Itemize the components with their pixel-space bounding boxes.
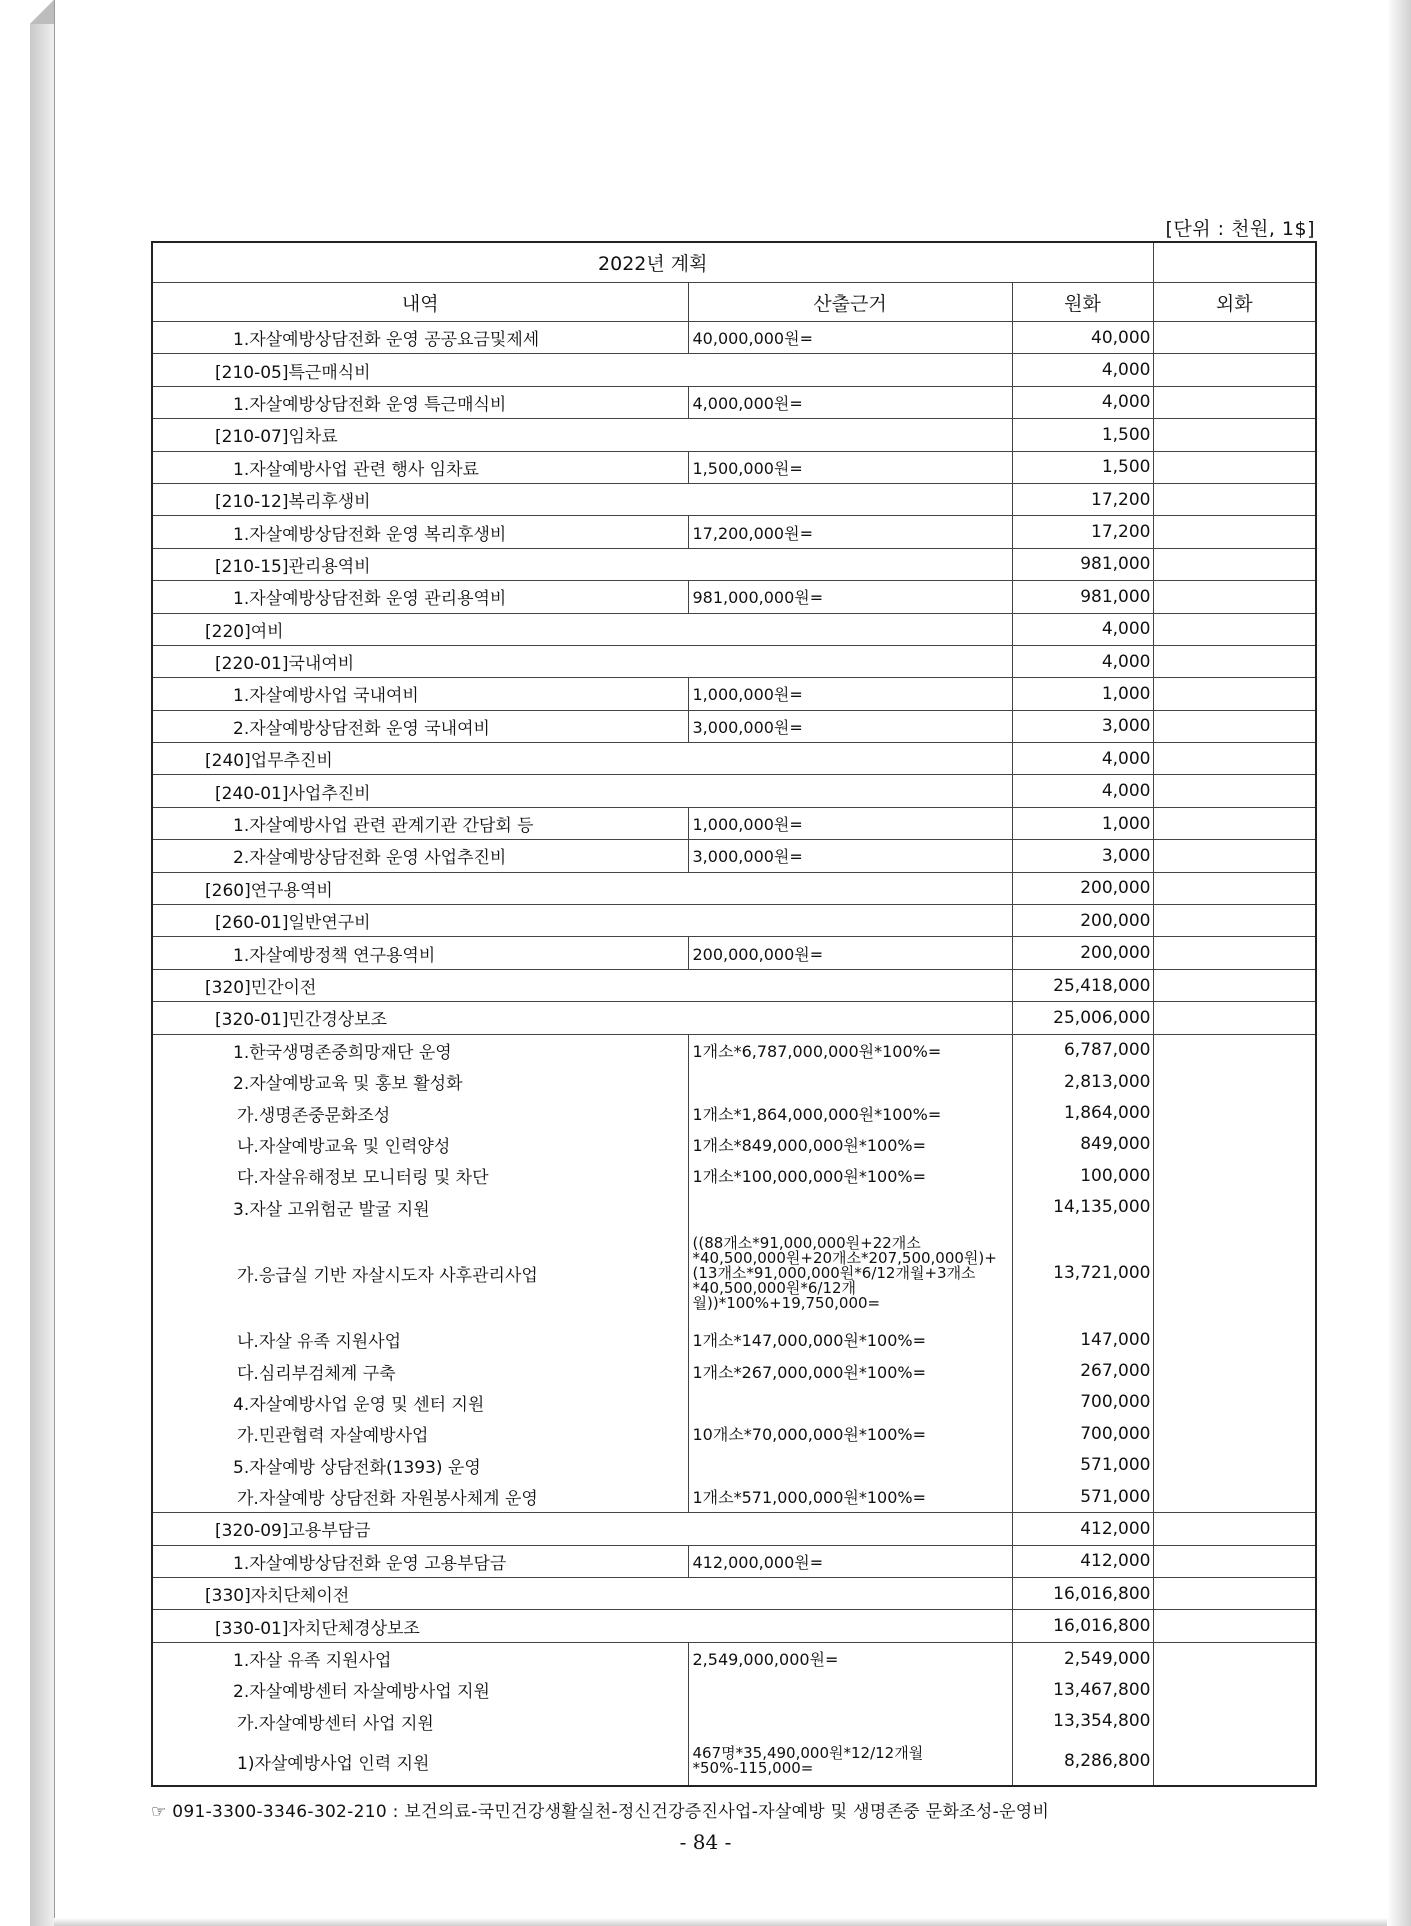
table-row	[152, 1034, 1316, 1066]
row-description: 1.자살 유족 지원사업	[152, 1642, 688, 1674]
row-foreign-amount	[1153, 1513, 1316, 1545]
table-row	[152, 1002, 1316, 1034]
row-won-amount: 4,000	[1012, 743, 1153, 775]
row-description: [260]연구용역비	[152, 872, 688, 904]
row-foreign-amount	[1153, 872, 1316, 904]
row-won-amount: 2,549,000	[1012, 1642, 1153, 1674]
table-row	[152, 613, 1316, 645]
row-won-amount: 4,000	[1012, 775, 1153, 807]
table-row	[152, 386, 1316, 418]
row-foreign-amount	[1153, 937, 1316, 969]
table-row	[152, 1481, 1316, 1513]
row-won-amount: 1,500	[1012, 419, 1153, 451]
row-foreign-amount	[1153, 613, 1316, 645]
row-calculation-basis: 1개소*6,787,000,000원*100%=	[688, 1034, 1012, 1066]
row-won-amount: 200,000	[1012, 937, 1153, 969]
row-description: 2.자살예방센터 자살예방사업 지원	[152, 1674, 688, 1705]
table-row	[152, 1324, 1316, 1355]
column-header-basis: 산출근거	[688, 283, 1012, 322]
row-won-amount: 8,286,800	[1012, 1737, 1153, 1786]
row-calculation-basis: 412,000,000원=	[688, 1545, 1012, 1577]
row-foreign-amount	[1153, 775, 1316, 807]
row-description: 4.자살예방사업 운영 및 센터 지원	[152, 1387, 688, 1418]
row-description: [330-01]자치단체경상보조	[152, 1610, 688, 1642]
row-won-amount: 147,000	[1012, 1324, 1153, 1355]
row-calculation-basis: 3,000,000원=	[688, 840, 1012, 872]
table-row	[152, 1450, 1316, 1481]
row-foreign-amount	[1153, 516, 1316, 548]
table-row	[152, 354, 1316, 386]
row-description: 나.자살 유족 지원사업	[152, 1324, 688, 1355]
row-foreign-amount	[1153, 1578, 1316, 1610]
table-row	[152, 322, 1316, 354]
row-calculation-basis: 10개소*70,000,000원*100%=	[688, 1418, 1012, 1449]
row-won-amount: 1,000	[1012, 678, 1153, 710]
row-won-amount: 412,000	[1012, 1545, 1153, 1577]
row-description: 1.한국생명존중희망재단 운영	[152, 1034, 688, 1066]
row-foreign-amount	[1153, 581, 1316, 613]
row-calculation-basis	[688, 1192, 1012, 1223]
row-calculation-basis: 1,500,000원=	[688, 451, 1012, 483]
row-calculation-basis	[688, 1610, 1012, 1642]
row-foreign-amount	[1153, 840, 1316, 872]
row-foreign-amount	[1153, 969, 1316, 1001]
row-description: 1.자살예방사업 관련 관계기관 간담회 등	[152, 807, 688, 839]
row-description: 2.자살예방상담전화 운영 사업추진비	[152, 840, 688, 872]
row-foreign-amount	[1153, 1545, 1316, 1577]
table-row	[152, 516, 1316, 548]
row-foreign-amount	[1153, 1387, 1316, 1418]
row-won-amount: 4,000	[1012, 645, 1153, 677]
row-description: [320-09]고용부담금	[152, 1513, 688, 1545]
row-won-amount: 200,000	[1012, 872, 1153, 904]
row-calculation-basis	[688, 969, 1012, 1001]
table-row	[152, 1129, 1316, 1160]
row-calculation-basis: 1,000,000원=	[688, 807, 1012, 839]
row-description: [320]민간이전	[152, 969, 688, 1001]
row-foreign-amount	[1153, 322, 1316, 354]
row-won-amount: 100,000	[1012, 1160, 1153, 1191]
table-row	[152, 807, 1316, 839]
row-calculation-basis: 4,000,000원=	[688, 386, 1012, 418]
row-calculation-basis	[688, 419, 1012, 451]
row-foreign-amount	[1153, 905, 1316, 937]
row-calculation-basis	[688, 1706, 1012, 1737]
table-row	[152, 743, 1316, 775]
row-calculation-basis: 467명*35,490,000원*12/12개월*50%-115,000=	[688, 1737, 1012, 1786]
row-description: 1.자살예방사업 관련 행사 임차료	[152, 451, 688, 483]
table-row	[152, 1737, 1316, 1786]
row-description: [240-01]사업추진비	[152, 775, 688, 807]
row-won-amount: 6,787,000	[1012, 1034, 1153, 1066]
row-won-amount: 981,000	[1012, 581, 1153, 613]
row-calculation-basis	[688, 1387, 1012, 1418]
row-won-amount: 17,200	[1012, 483, 1153, 515]
table-row	[152, 548, 1316, 580]
row-foreign-amount	[1153, 1034, 1316, 1066]
row-calculation-basis	[688, 905, 1012, 937]
row-description: 가.민관협력 자살예방사업	[152, 1418, 688, 1449]
account-code-footnote: ☞ 091-3300-3346-302-210 : 보건의료-국민건강생활실천-정신건강증진사업-자살예방 및 생명존중 문화조성-운영비	[151, 1802, 1050, 1822]
table-row	[152, 419, 1316, 451]
row-won-amount: 4,000	[1012, 613, 1153, 645]
page-edge-left	[30, 0, 55, 1926]
table-row	[152, 1674, 1316, 1705]
row-won-amount: 4,000	[1012, 354, 1153, 386]
row-foreign-amount	[1153, 1642, 1316, 1674]
row-calculation-basis: 3,000,000원=	[688, 710, 1012, 742]
page-edge-right	[1387, 0, 1411, 1926]
row-description: [210-15]관리용역비	[152, 548, 688, 580]
row-calculation-basis	[688, 1513, 1012, 1545]
row-description: 1.자살예방사업 국내여비	[152, 678, 688, 710]
row-foreign-amount	[1153, 1324, 1316, 1355]
row-won-amount: 571,000	[1012, 1450, 1153, 1481]
table-row	[152, 1545, 1316, 1577]
row-calculation-basis: 1개소*267,000,000원*100%=	[688, 1355, 1012, 1386]
row-foreign-amount	[1153, 419, 1316, 451]
table-row	[152, 645, 1316, 677]
row-description: 나.자살예방교육 및 인력양성	[152, 1129, 688, 1160]
row-description: 가.응급실 기반 자살시도자 사후관리사업	[152, 1223, 688, 1324]
row-calculation-basis	[688, 1066, 1012, 1097]
row-description: 가.자살예방 상담전화 자원봉사체계 운영	[152, 1481, 688, 1513]
row-foreign-amount	[1153, 1002, 1316, 1034]
row-won-amount: 4,000	[1012, 386, 1153, 418]
row-foreign-amount	[1153, 1129, 1316, 1160]
row-description: [210-07]임차료	[152, 419, 688, 451]
row-description: 1.자살예방상담전화 운영 복리후생비	[152, 516, 688, 548]
row-calculation-basis: 200,000,000원=	[688, 937, 1012, 969]
row-won-amount: 700,000	[1012, 1418, 1153, 1449]
row-foreign-amount	[1153, 386, 1316, 418]
row-description: 1.자살예방상담전화 운영 공공요금및제세	[152, 322, 688, 354]
row-calculation-basis: 1개소*147,000,000원*100%=	[688, 1324, 1012, 1355]
row-description: [240]업무추진비	[152, 743, 688, 775]
row-description: [220]여비	[152, 613, 688, 645]
row-description: 다.심리부검체계 구축	[152, 1355, 688, 1386]
row-won-amount: 267,000	[1012, 1355, 1153, 1386]
plan-year-header: 2022년 계획	[152, 242, 1153, 283]
table-row	[152, 905, 1316, 937]
row-foreign-amount	[1153, 1706, 1316, 1737]
row-description: 가.생명존중문화조성	[152, 1097, 688, 1128]
row-won-amount: 1,000	[1012, 807, 1153, 839]
table-row	[152, 1513, 1316, 1545]
table-row	[152, 1223, 1316, 1324]
row-calculation-basis	[688, 645, 1012, 677]
table-row	[152, 1160, 1316, 1191]
page-edge-bottom	[54, 1918, 1387, 1926]
row-foreign-amount	[1153, 807, 1316, 839]
row-won-amount: 25,006,000	[1012, 1002, 1153, 1034]
row-foreign-amount	[1153, 1481, 1316, 1513]
table-row	[152, 1578, 1316, 1610]
row-foreign-amount	[1153, 1066, 1316, 1097]
row-calculation-basis	[688, 354, 1012, 386]
row-won-amount: 14,135,000	[1012, 1192, 1153, 1223]
table-row	[152, 1097, 1316, 1128]
row-calculation-basis: 2,549,000,000원=	[688, 1642, 1012, 1674]
row-foreign-amount	[1153, 1610, 1316, 1642]
row-foreign-amount	[1153, 451, 1316, 483]
row-won-amount: 981,000	[1012, 548, 1153, 580]
row-foreign-amount	[1153, 1737, 1316, 1786]
row-won-amount: 13,354,800	[1012, 1706, 1153, 1737]
row-calculation-basis: 40,000,000원=	[688, 322, 1012, 354]
row-won-amount: 849,000	[1012, 1129, 1153, 1160]
table-row	[152, 872, 1316, 904]
row-foreign-amount	[1153, 1192, 1316, 1223]
table-row	[152, 1418, 1316, 1449]
table-row	[152, 581, 1316, 613]
table-row	[152, 1192, 1316, 1223]
row-won-amount: 2,813,000	[1012, 1066, 1153, 1097]
row-description: 2.자살예방상담전화 운영 국내여비	[152, 710, 688, 742]
row-won-amount: 200,000	[1012, 905, 1153, 937]
row-foreign-amount	[1153, 354, 1316, 386]
row-won-amount: 3,000	[1012, 710, 1153, 742]
row-won-amount: 1,500	[1012, 451, 1153, 483]
row-won-amount: 571,000	[1012, 1481, 1153, 1513]
row-foreign-amount	[1153, 483, 1316, 515]
row-foreign-amount	[1153, 1097, 1316, 1128]
row-won-amount: 17,200	[1012, 516, 1153, 548]
budget-table	[151, 241, 1317, 1787]
row-calculation-basis	[688, 483, 1012, 515]
row-calculation-basis	[688, 743, 1012, 775]
table-row	[152, 1066, 1316, 1097]
row-won-amount: 13,467,800	[1012, 1674, 1153, 1705]
row-description: 1.자살예방정책 연구용역비	[152, 937, 688, 969]
row-description: [260-01]일반연구비	[152, 905, 688, 937]
row-won-amount: 13,721,000	[1012, 1223, 1153, 1324]
row-calculation-basis: 1,000,000원=	[688, 678, 1012, 710]
row-foreign-amount	[1153, 1160, 1316, 1191]
row-won-amount: 16,016,800	[1012, 1610, 1153, 1642]
row-won-amount: 700,000	[1012, 1387, 1153, 1418]
row-won-amount: 25,418,000	[1012, 969, 1153, 1001]
row-foreign-amount	[1153, 645, 1316, 677]
row-calculation-basis	[688, 775, 1012, 807]
table-row	[152, 678, 1316, 710]
row-won-amount: 16,016,800	[1012, 1578, 1153, 1610]
row-description: 1.자살예방상담전화 운영 고용부담금	[152, 1545, 688, 1577]
row-calculation-basis: 1개소*100,000,000원*100%=	[688, 1160, 1012, 1191]
row-description: 1.자살예방상담전화 운영 특근매식비	[152, 386, 688, 418]
row-description: 가.자살예방센터 사업 지원	[152, 1706, 688, 1737]
row-description: [330]자치단체이전	[152, 1578, 688, 1610]
row-description: 2.자살예방교육 및 홍보 활성화	[152, 1066, 688, 1097]
table-row	[152, 1387, 1316, 1418]
row-calculation-basis: 1개소*1,864,000,000원*100%=	[688, 1097, 1012, 1128]
row-calculation-basis	[688, 1674, 1012, 1705]
table-row	[152, 483, 1316, 515]
row-calculation-basis	[688, 1450, 1012, 1481]
table-row	[152, 710, 1316, 742]
table-row	[152, 969, 1316, 1001]
row-calculation-basis: ((88개소*91,000,000원+22개소*40,500,000원+20개소*207,500,000원)+(13개소*91,000,000원*6/12개월+3개소*40,500,000원*6/12개월))*100%+19,750,000=	[688, 1223, 1012, 1324]
row-description: 3.자살 고위험군 발굴 지원	[152, 1192, 688, 1223]
row-foreign-amount	[1153, 1355, 1316, 1386]
table-row	[152, 1610, 1316, 1642]
table-row	[152, 451, 1316, 483]
row-description: [320-01]민간경상보조	[152, 1002, 688, 1034]
table-row	[152, 840, 1316, 872]
row-calculation-basis: 17,200,000원=	[688, 516, 1012, 548]
row-description: [210-05]특근매식비	[152, 354, 688, 386]
table-row	[152, 937, 1316, 969]
row-foreign-amount	[1153, 1223, 1316, 1324]
row-won-amount: 40,000	[1012, 322, 1153, 354]
row-calculation-basis: 981,000,000원=	[688, 581, 1012, 613]
row-won-amount: 3,000	[1012, 840, 1153, 872]
row-foreign-amount	[1153, 743, 1316, 775]
page-number: - 84 -	[679, 1830, 732, 1854]
row-description: 5.자살예방 상담전화(1393) 운영	[152, 1450, 688, 1481]
row-calculation-basis	[688, 548, 1012, 580]
row-calculation-basis	[688, 872, 1012, 904]
table-row	[152, 775, 1316, 807]
row-foreign-amount	[1153, 1674, 1316, 1705]
row-calculation-basis	[688, 1002, 1012, 1034]
row-description: [220-01]국내여비	[152, 645, 688, 677]
row-description: 1)자살예방사업 인력 지원	[152, 1737, 688, 1786]
row-calculation-basis	[688, 1578, 1012, 1610]
budget-table-body	[152, 322, 1316, 1787]
row-calculation-basis: 1개소*849,000,000원*100%=	[688, 1129, 1012, 1160]
row-description: 1.자살예방상담전화 운영 관리용역비	[152, 581, 688, 613]
row-calculation-basis	[688, 613, 1012, 645]
column-header-won: 원화	[1012, 283, 1153, 322]
row-foreign-amount	[1153, 1418, 1316, 1449]
row-foreign-amount	[1153, 710, 1316, 742]
row-calculation-basis: 1개소*571,000,000원*100%=	[688, 1481, 1012, 1513]
table-row	[152, 1355, 1316, 1386]
column-header-foreign: 외화	[1153, 283, 1316, 322]
row-foreign-amount	[1153, 678, 1316, 710]
row-won-amount: 1,864,000	[1012, 1097, 1153, 1128]
row-description: [210-12]복리후생비	[152, 483, 688, 515]
unit-note: [단위 : 천원, 1$]	[1165, 218, 1315, 240]
row-description: 다.자살유해정보 모니터링 및 차단	[152, 1160, 688, 1191]
table-row	[152, 1642, 1316, 1674]
column-header-desc: 내역	[152, 283, 688, 322]
plan-year-header-blank	[1153, 242, 1316, 283]
table-row	[152, 1706, 1316, 1737]
row-foreign-amount	[1153, 1450, 1316, 1481]
row-foreign-amount	[1153, 548, 1316, 580]
row-won-amount: 412,000	[1012, 1513, 1153, 1545]
